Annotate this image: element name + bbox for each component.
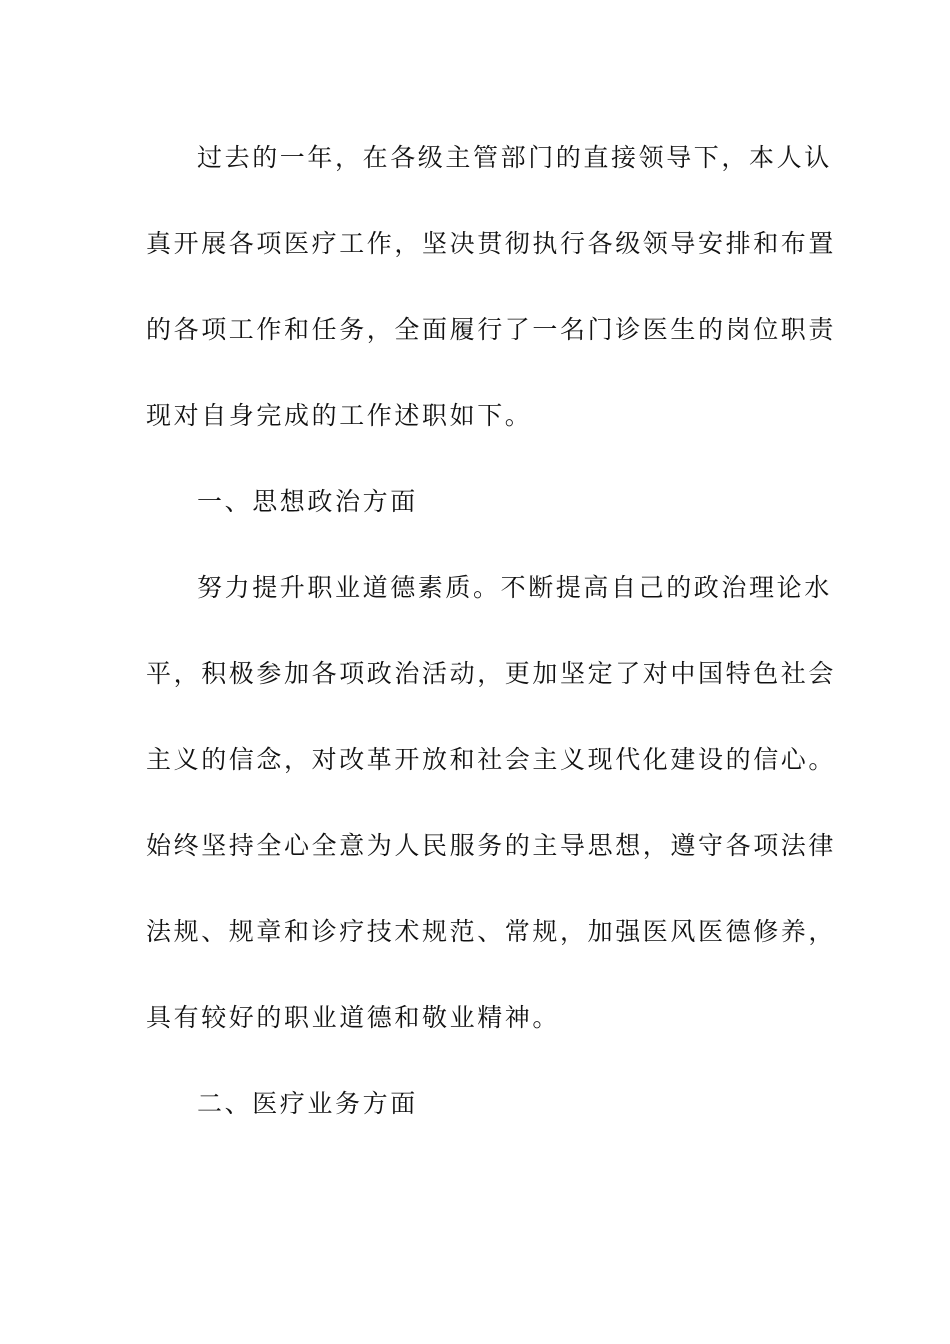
paragraph-line: 的各项工作和任务，全面履行了一名门诊医生的岗位职责 — [146, 315, 837, 344]
paragraph-line: 法规、规章和诊疗技术规范、常规，加强医风医德修养， — [146, 917, 837, 946]
paragraph-line: 过去的一年，在各级主管部门的直接领导下，本人认 — [197, 143, 832, 172]
heading-text: 一、思想政治方面 — [197, 487, 418, 516]
paragraph-line: 努力提升职业道德素质。不断提高自己的政治理论水 — [197, 573, 832, 602]
paragraph-line: 真开展各项医疗工作，坚决贯彻执行各级领导安排和布置 — [146, 229, 837, 258]
paragraph-line: 现对自身完成的工作述职如下。 — [146, 401, 533, 430]
paragraph-line: 具有较好的职业道德和敬业精神。 — [146, 1003, 561, 1032]
paragraph-line: 平，积极参加各项政治活动，更加坚定了对中国特色社会 — [146, 659, 837, 688]
paragraph-line: 始终坚持全心全意为人民服务的主导思想，遵守各项法律 — [146, 831, 837, 860]
paragraph-line: 主义的信念，对改革开放和社会主义现代化建设的信心。 — [146, 745, 837, 774]
heading-text: 二、医疗业务方面 — [197, 1089, 418, 1118]
